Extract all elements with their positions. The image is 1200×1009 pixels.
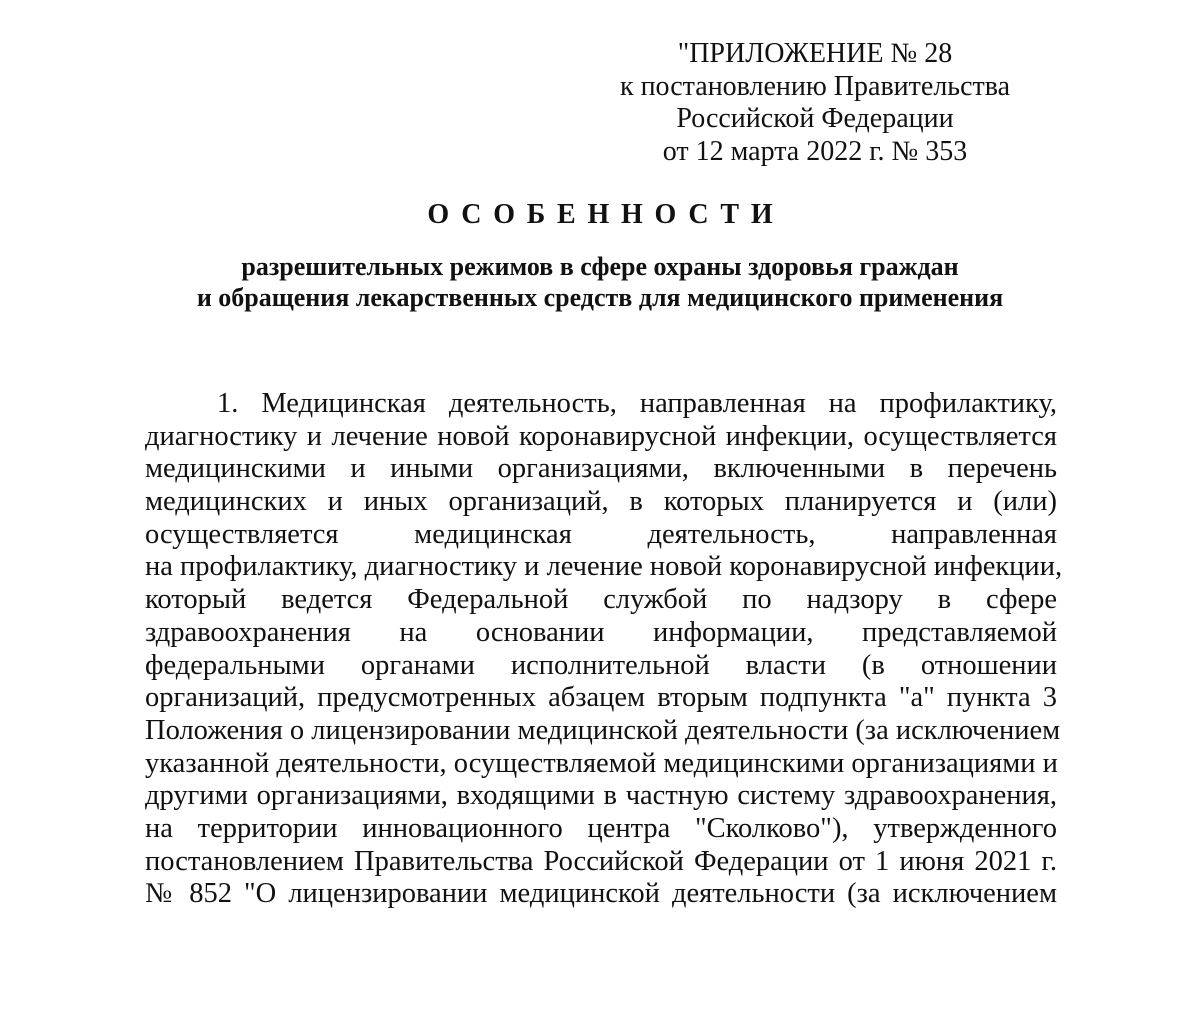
paragraph-line: осуществляется медицинская деятельность, направленная: [145, 518, 1057, 550]
paragraph-line: на профилактику, диагностику и лечение новой коронавирусной инфекции,: [145, 551, 1063, 583]
paragraph-line: на территории инновационного центра "Сколково"), утвержденного: [145, 812, 1057, 844]
subtitle-line-2: и обращения лекарственных средств для медицинского применения: [196, 283, 1004, 312]
paragraph-line: медицинских и иных организаций, в которых планируется и (или): [145, 486, 1057, 518]
paragraph-line: Положения о лицензировании медицинской деятельности (за исключением: [145, 714, 1061, 746]
paragraph-line: медицинскими и иными организациями, включенными в перечень: [145, 453, 1057, 485]
appendix-header: [560, 38, 1070, 168]
paragraph-line: № 852 "О лицензировании медицинской деятельности (за исключением: [145, 878, 1057, 910]
subtitle-line-1: разрешительных режимов в сфере охраны здоровья граждан: [241, 252, 959, 281]
document-title: ОСОБЕННОСТИ: [427, 199, 785, 230]
paragraph-line: организаций, предусмотренных абзацем вторым подпункта "а" пункта 3: [145, 682, 1057, 714]
paragraph-line: федеральными органами исполнительной власти (в отношении: [145, 649, 1057, 681]
appendix-government: Российской Федерации: [676, 103, 954, 134]
paragraph-line: указанной деятельности, осуществляемой медицинскими организациями и: [145, 747, 1058, 779]
appendix-reference: к постановлению Правительства: [619, 70, 1011, 102]
paragraph-line: диагностику и лечение новой коронавирусной инфекции, осуществляется: [145, 420, 1057, 452]
document-subtitle: [0, 251, 1200, 313]
paragraph-line: который ведется Федеральной службой по надзору в сфере: [145, 584, 1057, 616]
paragraph-line: постановлением Правительства Российской Федерации от 1 июня 2021 г.: [145, 845, 1057, 877]
paragraph-line: здравоохранения на основании информации, представляемой: [145, 616, 1057, 648]
appendix-date: от 12 марта 2022 г. № 353: [662, 135, 968, 167]
paragraph-line: 1. Медицинская деятельность, направленная на профилактику,: [217, 388, 1057, 419]
appendix-number: "ПРИЛОЖЕНИЕ № 28: [677, 38, 953, 69]
paragraph-1: [145, 388, 1063, 911]
paragraph-line: другими организациями, входящими в частную систему здравоохранения,: [145, 780, 1057, 812]
